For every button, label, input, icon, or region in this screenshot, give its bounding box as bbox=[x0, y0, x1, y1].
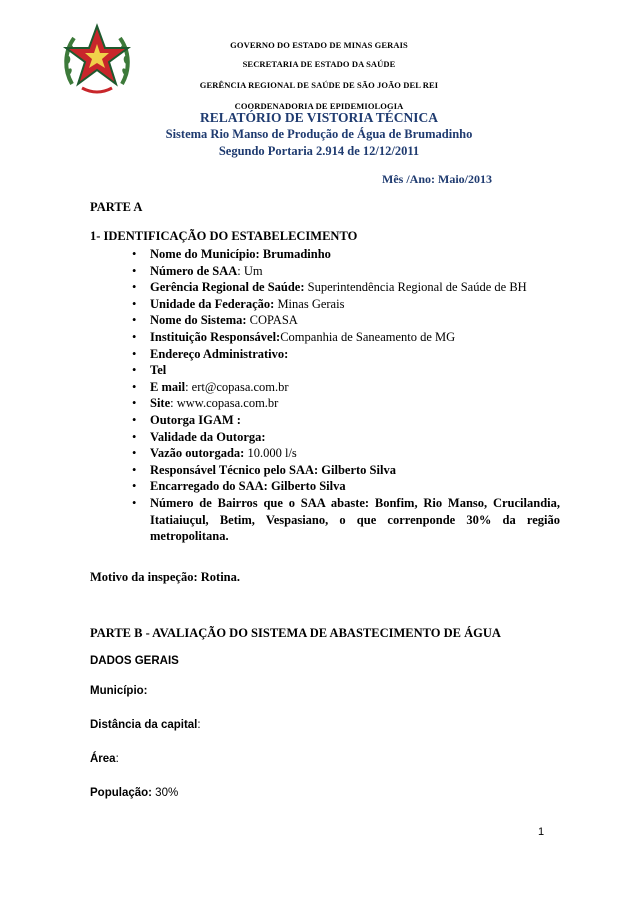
list-item: • Unidade da Federação: Minas Gerais bbox=[90, 296, 560, 313]
list-item: • Gerência Regional de Saúde: Superintendência Regional de Saúde de BH bbox=[90, 279, 560, 296]
population-field: População: 30% bbox=[90, 787, 179, 799]
identification-section-title: 1- IDENTIFICAÇÃO DO ESTABELECIMENTO bbox=[90, 229, 358, 243]
list-item: • Vazão outorgada: 10.000 l/s bbox=[90, 445, 560, 462]
header-government-line: GOVERNO DO ESTADO DE MINAS GERAIS bbox=[230, 40, 408, 50]
list-item: • Nome do Sistema: COPASA bbox=[90, 312, 560, 329]
list-item: • Encarregado do SAA: Gilberto Silva bbox=[90, 478, 560, 495]
inspection-reason: Motivo da inspeção: Rotina. bbox=[90, 570, 240, 584]
list-item: • Nome do Município: Brumadinho bbox=[90, 246, 560, 263]
report-subtitle-portaria: Segundo Portaria 2.914 de 12/12/2011 bbox=[218, 144, 420, 158]
report-title: RELATÓRIO DE VISTORIA TÉCNICA bbox=[200, 110, 438, 125]
list-item: • Número de Bairros que o SAA abaste: Bonfim, Rio Manso, Crucilandia, Itatiaiuçul, Betim, Vespasiano, o que correnponde 30% da região metropolitana. bbox=[90, 495, 560, 545]
distance-field: Distância da capital: bbox=[90, 719, 201, 731]
header-coordenadoria-line: COORDENADORIA DE EPIDEMIOLOGIA bbox=[234, 101, 404, 111]
list-item: • E mail: ert@copasa.com.br bbox=[90, 379, 560, 396]
parte-b-heading: PARTE B - AVALIAÇÃO DO SISTEMA DE ABASTECIMENTO DE ÁGUA bbox=[90, 626, 501, 640]
list-item: • Endereço Administrativo: bbox=[90, 346, 560, 363]
list-item: • Site: www.copasa.com.br bbox=[90, 395, 560, 412]
page-number: 1 bbox=[538, 826, 545, 838]
list-item: • Instituição Responsável:Companhia de Saneamento de MG bbox=[90, 329, 560, 346]
area-field: Área: bbox=[90, 753, 119, 765]
identification-list bbox=[90, 246, 560, 545]
list-item: • Outorga IGAM : bbox=[90, 412, 560, 429]
parte-a-heading: PARTE A bbox=[90, 200, 143, 214]
list-item: • Responsável Técnico pelo SAA: Gilberto Silva bbox=[90, 462, 560, 479]
header-gerencia-line: GERÊNCIA REGIONAL DE SAÚDE DE SÃO JOÃO DEL REI bbox=[199, 80, 439, 90]
list-item: • Tel bbox=[90, 362, 560, 379]
report-subtitle-system: Sistema Rio Manso de Produção de Água de Brumadinho bbox=[165, 127, 473, 141]
list-item: • Validade da Outorga: bbox=[90, 429, 560, 446]
municipality-label: Município: bbox=[90, 685, 148, 697]
header-secretaria-line: SECRETARIA DE ESTADO DA SAÚDE bbox=[242, 59, 396, 69]
general-data-heading: DADOS GERAIS bbox=[90, 655, 179, 667]
month-year: Mês /Ano: Maio/2013 bbox=[382, 172, 492, 186]
list-item: • Número de SAA: Um bbox=[90, 263, 560, 280]
